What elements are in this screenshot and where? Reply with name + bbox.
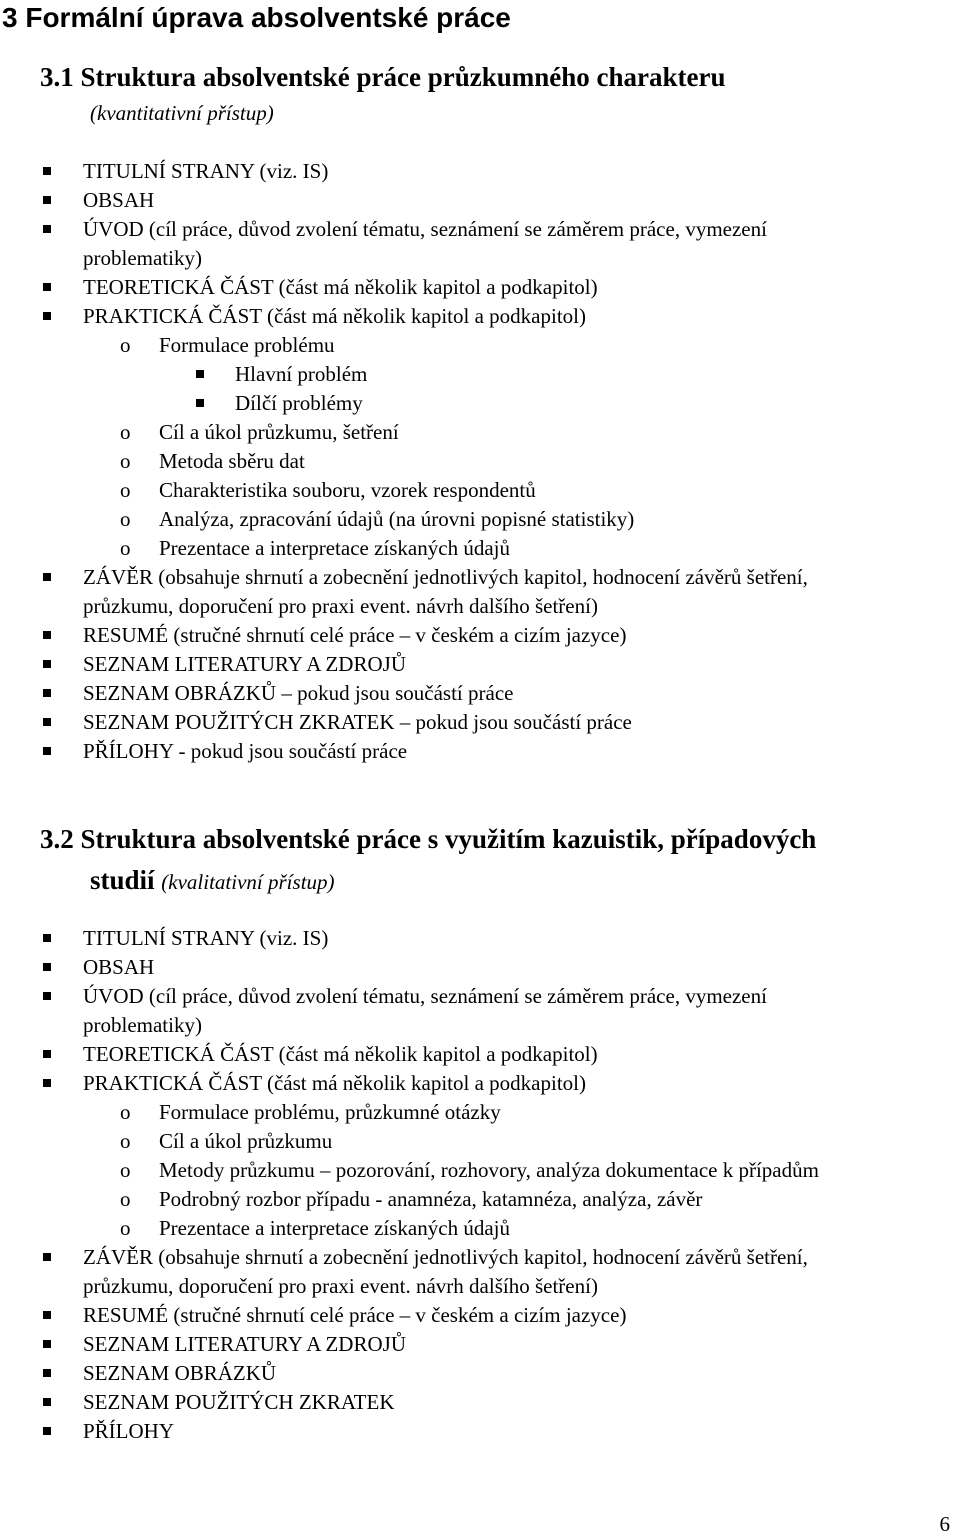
list-item: ÚVOD (cíl práce, důvod zvolení tématu, seznámení se záměrem práce, vymezení <box>0 982 960 1011</box>
square-bullet-icon <box>43 1311 51 1319</box>
square-bullet-icon <box>43 573 51 581</box>
circle-bullet-icon: o <box>120 333 131 357</box>
sub-list-item: o Formulace problému <box>0 331 960 360</box>
list-item: PRAKTICKÁ ČÁST (část má několik kapitol a podkapitol) <box>0 1069 960 1098</box>
list-item: OBSAH <box>0 953 960 982</box>
list-item: ÚVOD (cíl práce, důvod zvolení tématu, seznámení se záměrem práce, vymezení <box>0 215 960 244</box>
square-bullet-icon <box>43 934 51 942</box>
square-bullet-icon <box>43 747 51 755</box>
chapter-heading: 3 Formální úprava absolventské práce <box>2 2 511 33</box>
list-item: PRAKTICKÁ ČÁST (část má několik kapitol a podkapitol) <box>0 302 960 331</box>
list-item: TITULNÍ STRANY (viz. IS) <box>0 157 960 186</box>
square-bullet-icon <box>43 1427 51 1435</box>
list-item-continuation: průzkumu, doporučení pro praxi event. návrh dalšího šetření) <box>83 1274 598 1298</box>
sub-sub-list-item: Hlavní problém <box>0 360 960 389</box>
list-item: TEORETICKÁ ČÁST (část má několik kapitol a podkapitol) <box>0 1040 960 1069</box>
square-bullet-icon <box>43 631 51 639</box>
list-item-continuation: průzkumu, doporučení pro praxi event. návrh dalšího šetření) <box>83 594 598 618</box>
square-bullet-icon <box>43 225 51 233</box>
square-bullet-icon <box>43 689 51 697</box>
list-item: SEZNAM LITERATURY A ZDROJŮ <box>0 1330 960 1359</box>
list-item: PŘÍLOHY <box>0 1417 960 1446</box>
list-item: ZÁVĚR (obsahuje shrnutí a zobecnění jednotlivých kapitol, hodnocení závěrů šetření, <box>0 563 960 592</box>
square-bullet-icon <box>196 370 204 378</box>
list-item: RESUMÉ (stručné shrnutí celé práce – v českém a cizím jazyce) <box>0 1301 960 1330</box>
sub-sub-list-item: Dílčí problémy <box>0 389 960 418</box>
section-3-2-list <box>0 924 960 1446</box>
section-3-2-subtitle: (kvalitativní přístup) <box>161 870 335 894</box>
circle-bullet-icon: o <box>120 1158 131 1182</box>
list-item: ZÁVĚR (obsahuje shrnutí a zobecnění jednotlivých kapitol, hodnocení závěrů šetření, <box>0 1243 960 1272</box>
list-item: SEZNAM LITERATURY A ZDROJŮ <box>0 650 960 679</box>
circle-bullet-icon: o <box>120 507 131 531</box>
square-bullet-icon <box>43 283 51 291</box>
square-bullet-icon <box>43 963 51 971</box>
list-item: SEZNAM OBRÁZKŮ <box>0 1359 960 1388</box>
list-item: SEZNAM OBRÁZKŮ – pokud jsou součástí práce <box>0 679 960 708</box>
square-bullet-icon <box>43 312 51 320</box>
square-bullet-icon <box>43 1050 51 1058</box>
circle-bullet-icon: o <box>120 1216 131 1240</box>
sub-list-item: o Podrobný rozbor případu - anamnéza, katamnéza, analýza, závěr <box>0 1185 960 1214</box>
list-item: SEZNAM POUŽITÝCH ZKRATEK <box>0 1388 960 1417</box>
sub-list-item: o Metody průzkumu – pozorování, rozhovory, analýza dokumentace k případům <box>0 1156 960 1185</box>
list-item: TEORETICKÁ ČÁST (část má několik kapitol a podkapitol) <box>0 273 960 302</box>
section-3-1-heading: 3.1 Struktura absolventské práce průzkumného charakteru <box>40 62 726 92</box>
section-3-1-list <box>0 157 960 766</box>
sub-list-item: o Cíl a úkol průzkumu, šetření <box>0 418 960 447</box>
list-item-continuation: problematiky) <box>83 1013 202 1037</box>
square-bullet-icon <box>43 167 51 175</box>
sub-list-item: o Prezentace a interpretace získaných údajů <box>0 1214 960 1243</box>
page-number: 6 <box>939 1512 950 1536</box>
circle-bullet-icon: o <box>120 449 131 473</box>
list-item: RESUMÉ (stručné shrnutí celé práce – v českém a cizím jazyce) <box>0 621 960 650</box>
square-bullet-icon <box>43 660 51 668</box>
square-bullet-icon <box>43 718 51 726</box>
list-item: PŘÍLOHY - pokud jsou součástí práce <box>0 737 960 766</box>
square-bullet-icon <box>43 992 51 1000</box>
circle-bullet-icon: o <box>120 536 131 560</box>
section-3-2-heading-line2: studií (kvalitativní přístup) <box>90 865 335 895</box>
circle-bullet-icon: o <box>120 1187 131 1211</box>
circle-bullet-icon: o <box>120 478 131 502</box>
square-bullet-icon <box>43 1398 51 1406</box>
circle-bullet-icon: o <box>120 1100 131 1124</box>
list-item: OBSAH <box>0 186 960 215</box>
square-bullet-icon <box>43 1079 51 1087</box>
square-bullet-icon <box>43 1369 51 1377</box>
list-item-continuation: problematiky) <box>83 246 202 270</box>
square-bullet-icon <box>43 1253 51 1261</box>
sub-list-item: o Formulace problému, průzkumné otázky <box>0 1098 960 1127</box>
square-bullet-icon <box>43 1340 51 1348</box>
circle-bullet-icon: o <box>120 420 131 444</box>
sub-list-item: o Analýza, zpracování údajů (na úrovni popisné statistiky) <box>0 505 960 534</box>
sub-list-item: o Prezentace a interpretace získaných údajů <box>0 534 960 563</box>
sub-list-item: o Metoda sběru dat <box>0 447 960 476</box>
circle-bullet-icon: o <box>120 1129 131 1153</box>
square-bullet-icon <box>43 196 51 204</box>
square-bullet-icon <box>196 399 204 407</box>
sub-list-item: o Charakteristika souboru, vzorek respondentů <box>0 476 960 505</box>
list-item: TITULNÍ STRANY (viz. IS) <box>0 924 960 953</box>
section-3-2-heading: 3.2 Struktura absolventské práce s využitím kazuistik, případových <box>40 824 817 854</box>
list-item: SEZNAM POUŽITÝCH ZKRATEK – pokud jsou součástí práce <box>0 708 960 737</box>
sub-list-item: o Cíl a úkol průzkumu <box>0 1127 960 1156</box>
section-3-1-subtitle: (kvantitativní přístup) <box>90 101 274 125</box>
